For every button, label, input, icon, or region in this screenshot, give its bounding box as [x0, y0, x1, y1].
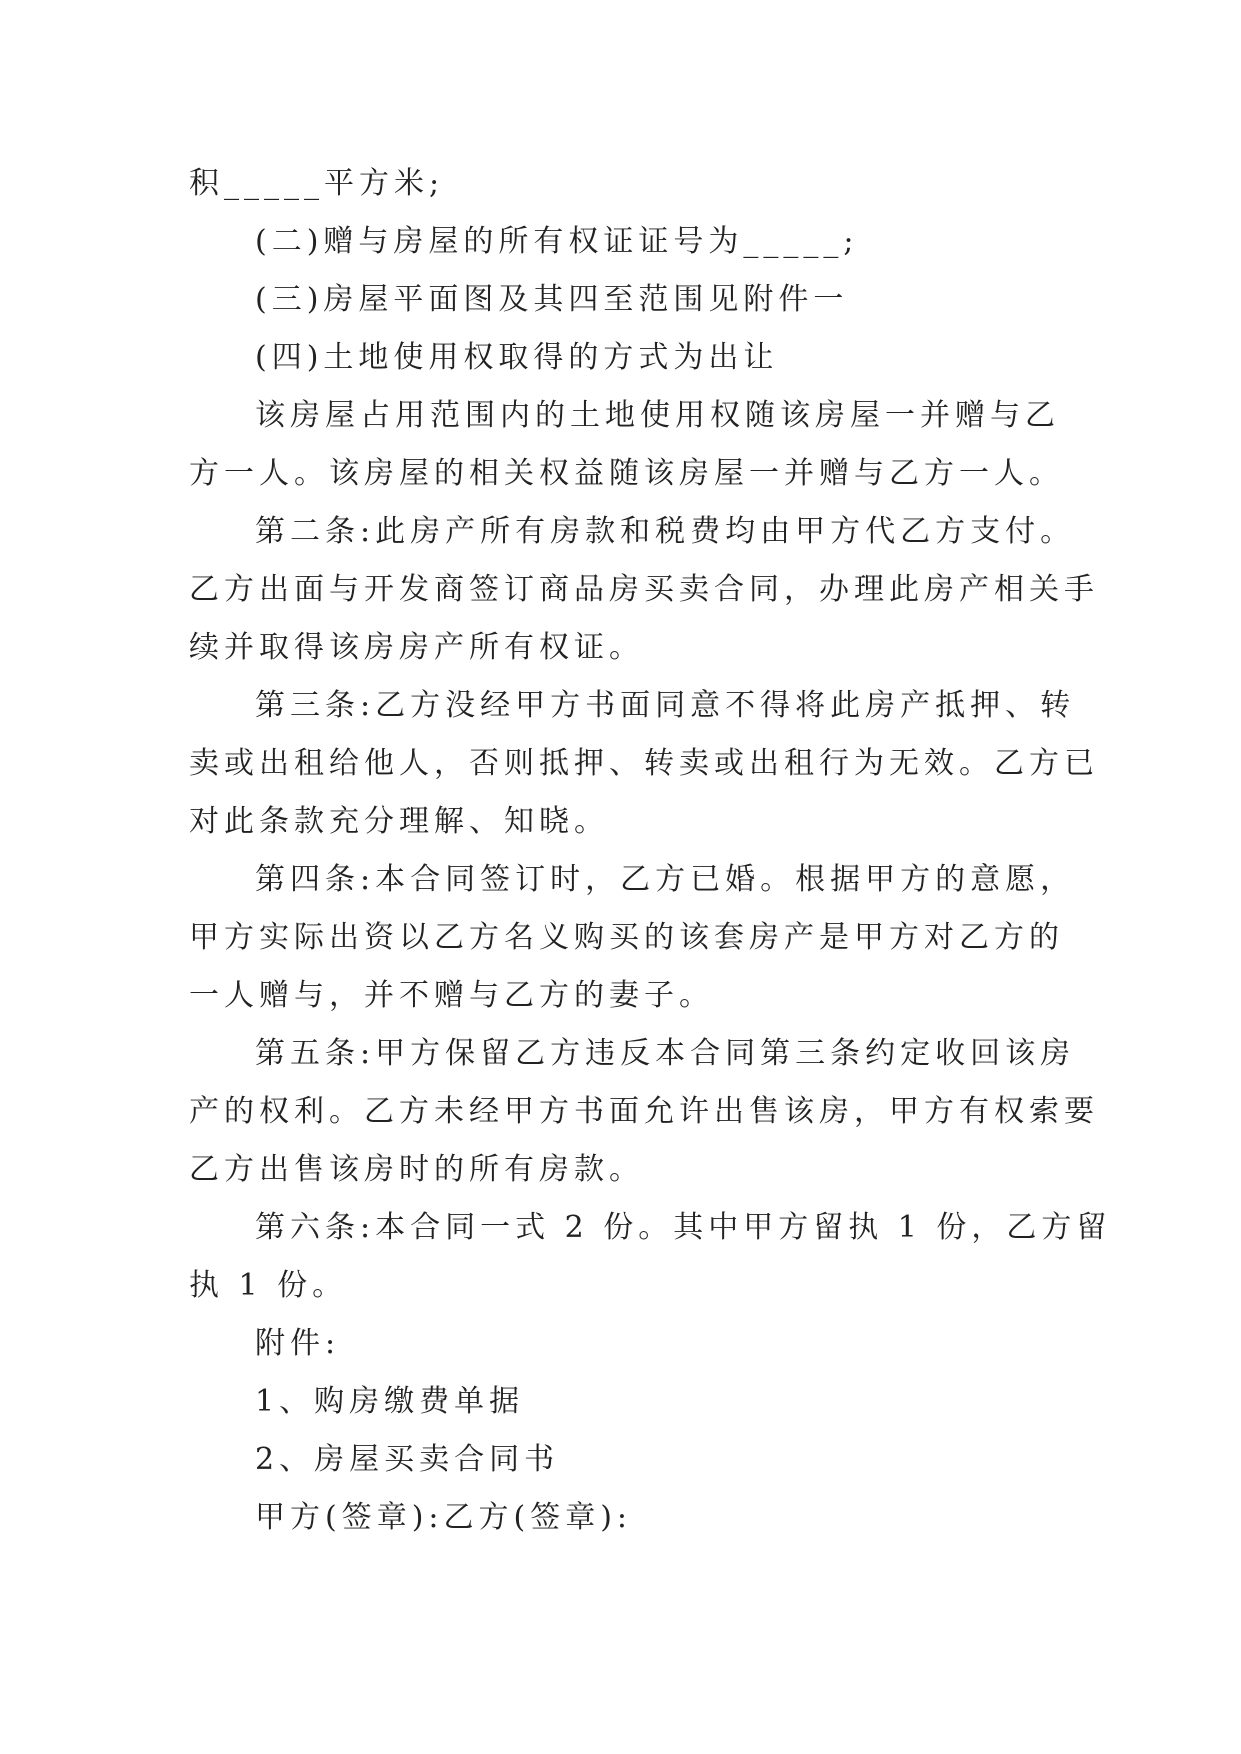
text-line-article-3-3: 对此条款充分理解、知晓。: [189, 804, 609, 839]
text-line-article-6-1: 第六条:本合同一式 2 份。其中甲方留执 1 份，乙方留: [255, 1210, 1112, 1245]
text-line-attachment-1: 1、购房缴费单据: [255, 1384, 525, 1419]
text-line-land-gift-2: 方一人。该房屋的相关权益随该房屋一并赠与乙方一人。: [189, 456, 1064, 491]
text-line-article-4-2: 甲方实际出资以乙方名义购买的该套房产是甲方对乙方的: [189, 920, 1064, 955]
text-line-article-2-1: 第二条:此房产所有房款和税费均由甲方代乙方支付。: [255, 514, 1076, 549]
text-line-article-6-2: 执 1 份。: [189, 1268, 348, 1303]
text-line-article-4-3: 一人赠与，并不赠与乙方的妻子。: [189, 978, 714, 1013]
text-line-article-3-2: 卖或出租给他人，否则抵押、转卖或出租行为无效。乙方已: [189, 746, 1099, 781]
text-line-article-5-1: 第五条:甲方保留乙方违反本合同第三条约定收回该房: [255, 1036, 1076, 1071]
text-line-article-2-3: 续并取得该房房产所有权证。: [189, 630, 644, 665]
text-line-land-gift-1: 该房屋占用范围内的土地使用权随该房屋一并赠与乙: [255, 398, 1060, 433]
text-line-signatures: 甲方(签章):乙方(签章):: [255, 1500, 633, 1535]
text-line-article-5-2: 产的权利。乙方未经甲方书面允许出售该房，甲方有权索要: [189, 1094, 1099, 1129]
text-line-land-use: (四)土地使用权取得的方式为出让: [255, 340, 779, 375]
text-line-article-4-1: 第四条:本合同签订时，乙方已婚。根据甲方的意愿，: [255, 862, 1076, 897]
contract-body: [189, 155, 1112, 1547]
text-line-article-5-3: 乙方出售该房时的所有房款。: [189, 1152, 644, 1187]
text-line-area: 积_____平方米;: [189, 166, 445, 201]
text-line-article-2-2: 乙方出面与开发商签订商品房买卖合同，办理此房产相关手: [189, 572, 1099, 607]
text-line-certificate-number: (二)赠与房屋的所有权证证号为_____;: [255, 224, 859, 259]
text-line-attachment-2: 2、房屋买卖合同书: [255, 1442, 560, 1477]
text-line-floor-plan: (三)房屋平面图及其四至范围见附件一: [255, 282, 849, 317]
text-line-article-3-1: 第三条:乙方没经甲方书面同意不得将此房产抵押、转: [255, 688, 1076, 723]
text-line-attachments-heading: 附件:: [255, 1326, 341, 1361]
